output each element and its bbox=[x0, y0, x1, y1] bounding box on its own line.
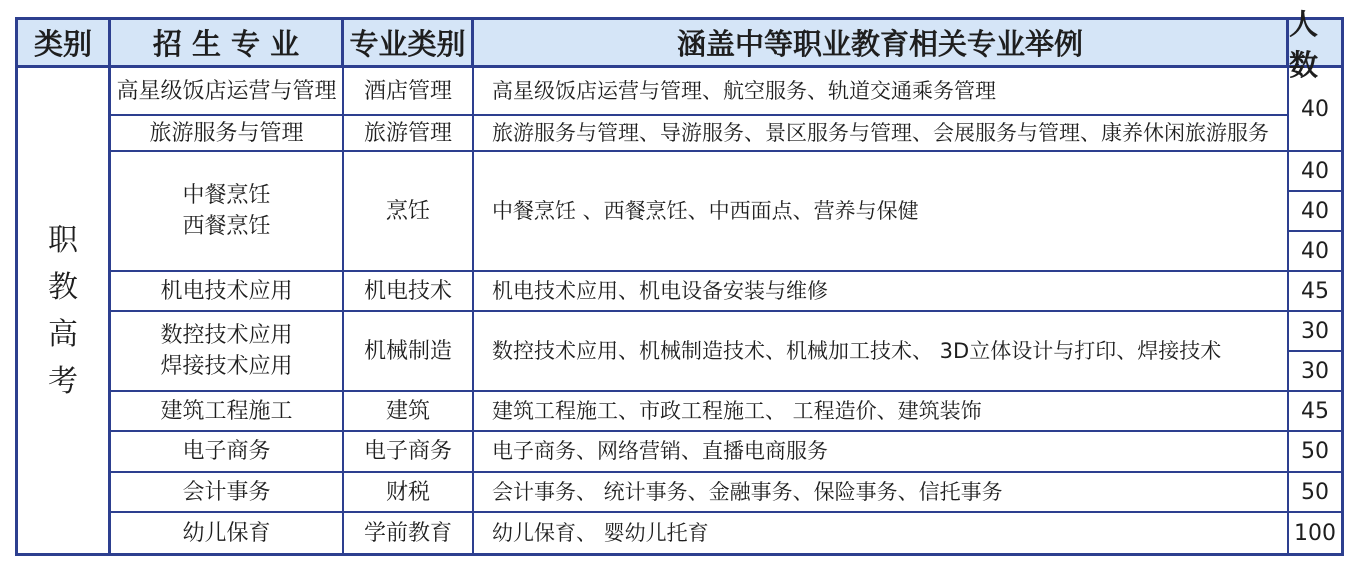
count-cell: 50 bbox=[1289, 432, 1341, 473]
examples-cell: 建筑工程施工、市政工程施工、 工程造价、建筑装饰 bbox=[474, 392, 1289, 432]
header-major-type: 专业类别 bbox=[344, 20, 474, 68]
type-cell: 电子商务 bbox=[344, 432, 474, 473]
major-name: 西餐烹饪 bbox=[182, 214, 271, 239]
examples-cell: 旅游服务与管理、导游服务、景区服务与管理、会展服务与管理、康养休闲旅游服务 bbox=[474, 116, 1289, 152]
major-name: 焊接技术应用 bbox=[160, 354, 293, 379]
major-cell bbox=[111, 116, 344, 152]
count-cell: 30 bbox=[1289, 352, 1341, 392]
category-char: 职 bbox=[48, 222, 78, 258]
examples-cell: 电子商务、网络营销、直播电商服务 bbox=[474, 432, 1289, 473]
count-cell: 40 bbox=[1289, 232, 1341, 272]
header-category: 类别 bbox=[18, 20, 111, 68]
type-cell: 酒店管理 bbox=[344, 68, 474, 116]
major-name: 电子商务 bbox=[182, 439, 271, 464]
header-major: 招 生 专 业 bbox=[111, 20, 344, 68]
count-cell: 45 bbox=[1289, 392, 1341, 432]
major-cell bbox=[111, 432, 344, 473]
major-cell bbox=[111, 473, 344, 513]
count-cell: 30 bbox=[1289, 312, 1341, 352]
category-char: 教 bbox=[48, 269, 78, 305]
count-cell: 40 bbox=[1289, 192, 1341, 232]
major-name: 中餐烹饪 bbox=[182, 183, 271, 208]
major-name: 建筑工程施工 bbox=[160, 398, 293, 424]
category-cell bbox=[18, 68, 111, 553]
major-cell bbox=[111, 312, 344, 392]
count-cell: 45 bbox=[1289, 272, 1341, 312]
major-name: 旅游服务与管理 bbox=[149, 120, 304, 146]
type-cell: 建筑 bbox=[344, 392, 474, 432]
major-name: 机电技术应用 bbox=[160, 278, 293, 304]
major-cell bbox=[111, 272, 344, 312]
major-name: 高星级饭店运营与管理 bbox=[116, 78, 337, 104]
examples-cell: 数控技术应用、机械制造技术、机械加工技术、 3D立体设计与打印、焊接技术 bbox=[474, 312, 1289, 392]
type-cell: 学前教育 bbox=[344, 513, 474, 553]
type-cell: 机械制造 bbox=[344, 312, 474, 392]
major-name: 数控技术应用 bbox=[160, 323, 293, 348]
examples-cell: 机电技术应用、机电设备安装与维修 bbox=[474, 272, 1289, 312]
examples-cell: 高星级饭店运营与管理、航空服务、轨道交通乘务管理 bbox=[474, 68, 1289, 116]
header-related-examples: 涵盖中等职业教育相关专业举例 bbox=[474, 20, 1289, 68]
type-cell: 烹饪 bbox=[344, 152, 474, 272]
category-char: 考 bbox=[48, 363, 78, 399]
count-cell: 50 bbox=[1289, 473, 1341, 513]
examples-cell: 中餐烹饪 、西餐烹饪、中西面点、营养与保健 bbox=[474, 152, 1289, 272]
count-cell: 100 bbox=[1294, 520, 1336, 546]
header-count: 人数 bbox=[1289, 20, 1341, 68]
major-cell bbox=[111, 68, 344, 116]
major-cell bbox=[111, 513, 344, 553]
examples-cell: 幼儿保育、 婴幼儿托育 bbox=[474, 513, 1289, 553]
type-cell: 机电技术 bbox=[344, 272, 474, 312]
type-cell: 旅游管理 bbox=[344, 116, 474, 152]
examples-cell: 会计事务、 统计事务、金融事务、保险事务、信托事务 bbox=[474, 473, 1289, 513]
major-cell bbox=[111, 152, 344, 272]
major-cell bbox=[111, 392, 344, 432]
category-char: 高 bbox=[48, 316, 78, 352]
type-cell: 财税 bbox=[344, 473, 474, 513]
major-name: 会计事务 bbox=[182, 479, 271, 505]
admissions-table bbox=[15, 6, 1344, 556]
major-name: 幼儿保育 bbox=[182, 520, 271, 546]
count-cell: 40 bbox=[1289, 152, 1341, 192]
count-cell: 40 bbox=[1289, 68, 1341, 152]
